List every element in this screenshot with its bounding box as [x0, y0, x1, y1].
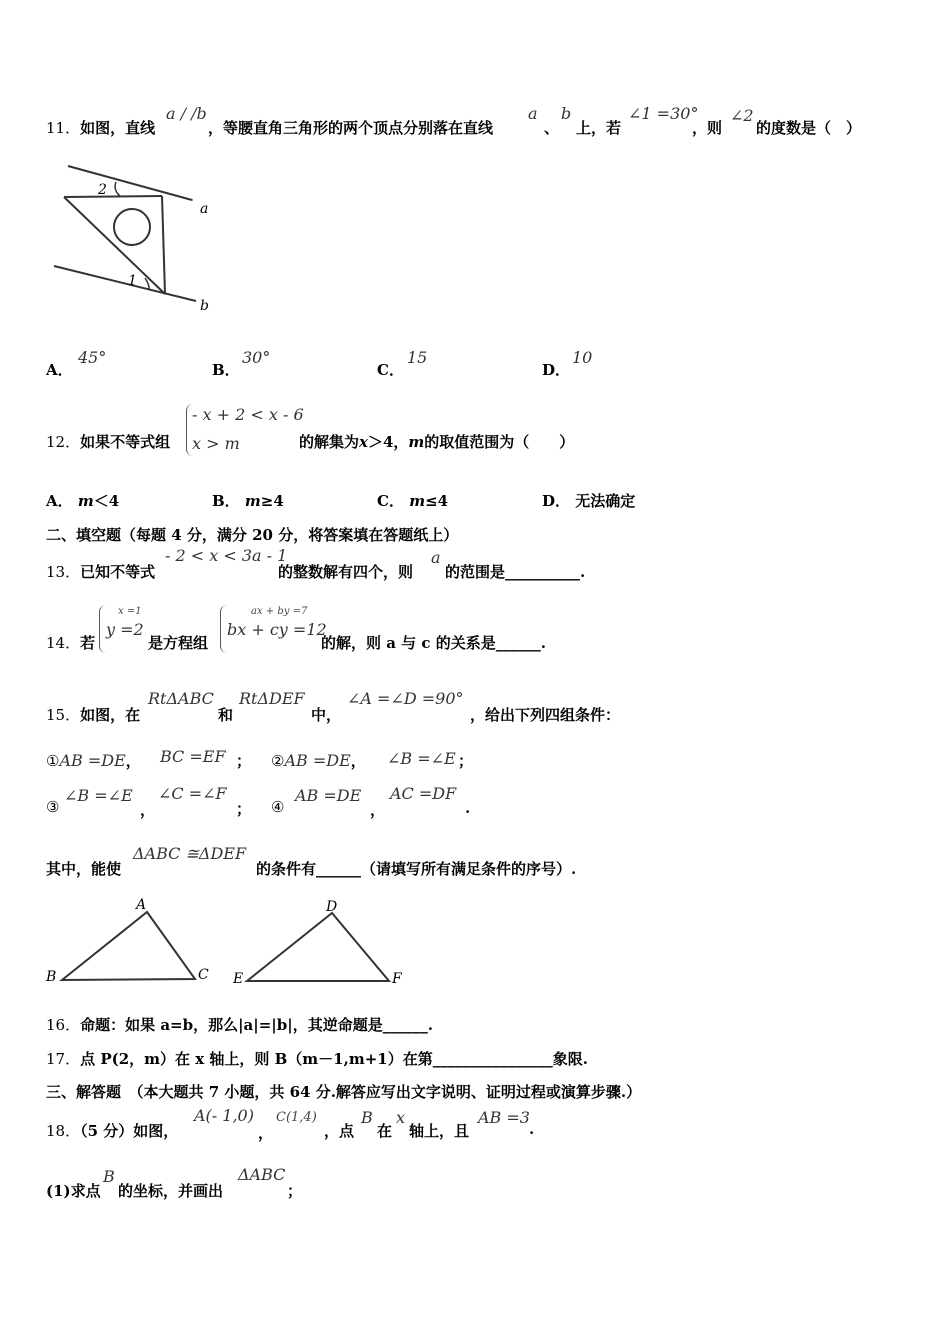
q11-option-d[interactable]: D．	[542, 361, 571, 379]
q13-number: 13．	[46, 563, 81, 581]
q14-brace-system	[220, 605, 227, 653]
q16-line: 16．命题：如果 a=b，那么|a|=|b|，其逆命题是______.	[46, 1016, 433, 1034]
q15-math-rt-abc: RtΔABC	[148, 689, 214, 708]
q14-answer-blank[interactable]: ______	[495, 634, 541, 652]
q11-math-a: a	[528, 104, 538, 123]
q11-figure	[40, 160, 230, 320]
line-b	[54, 266, 196, 301]
q12-system-line2: x > m	[192, 434, 240, 453]
q11-math-parallel: a / /b	[166, 104, 207, 123]
circle-shape	[114, 209, 150, 245]
section-3-heading: 三、解答题 （本大题共 7 小题，共 64 分.解答应写出文字说明、证明过程或演算步骤.）	[46, 1083, 642, 1101]
q18-part1-triangle: ΔABC	[238, 1165, 286, 1184]
q15-condition-1: ①AB =DE，	[46, 751, 141, 770]
q15-text-and: 和	[218, 706, 234, 724]
q13-text-2: 的整数解有四个，则	[278, 563, 414, 581]
q14-system-bottom: bx + cy =12	[227, 620, 327, 639]
q15-condition-4-end: .	[465, 799, 471, 817]
triangle-top	[64, 196, 162, 197]
triangle-abc	[62, 912, 195, 980]
q11-math-angle2: ∠2	[730, 106, 754, 125]
q13-answer-blank[interactable]: __________	[505, 563, 581, 581]
q18-point-c: C(1,4)	[276, 1110, 317, 1125]
q12-option-b[interactable]: B． m≥4	[212, 492, 284, 510]
label-a: a	[200, 201, 209, 217]
label-1: 1	[128, 273, 137, 289]
label-b: b	[200, 298, 209, 314]
q15-condition-4-sep: ，	[370, 801, 386, 819]
q18-part1-text: (1)求点	[46, 1182, 101, 1200]
q18-part1-end: ；	[287, 1182, 303, 1200]
q15-condition-3: ③	[46, 798, 60, 816]
q15-condition-1-end: ；	[236, 752, 252, 770]
q12-option-a[interactable]: A． m＜4	[46, 492, 120, 510]
q13-line: 13．已知不等式	[46, 563, 156, 581]
q12-option-d[interactable]: D． 无法确定	[542, 492, 636, 510]
q18-part1-text-2: 的坐标，并画出	[118, 1182, 224, 1200]
q11-text-5: ，则	[692, 119, 723, 137]
q11-line: 11．如图，直线	[46, 119, 156, 137]
q11-text-2: ，等腰直角三角形的两个顶点分别落在直线	[208, 119, 494, 137]
label-E: E	[233, 971, 244, 987]
q15-condition-1b: BC =EF	[160, 747, 226, 766]
q16-number: 16．	[46, 1016, 81, 1034]
q15-condition-3b: ∠C =∠F	[158, 784, 227, 803]
q15-text-which: 其中，能使	[46, 860, 122, 878]
q11-math-b: b	[561, 104, 572, 123]
q12-number: 12．	[46, 433, 81, 451]
q14-number: 14．	[46, 634, 81, 652]
q18-ab-length: AB =3	[478, 1108, 530, 1127]
q18-var-b: B	[361, 1108, 373, 1127]
q15-condition-2b: ∠B =∠E	[387, 749, 456, 768]
q15-condition-2: ②AB =DE，	[271, 751, 366, 770]
q18-text-2: 在	[377, 1122, 393, 1140]
q15-condition-3a: ∠B =∠E	[64, 786, 133, 805]
q15-condition-3-sep: ，	[140, 801, 156, 819]
q13-var-a: a	[431, 548, 441, 567]
triangle-def	[247, 913, 389, 981]
q17-number: 17．	[46, 1050, 81, 1068]
q15-math-congruent: ΔABC ≅ΔDEF	[133, 844, 247, 863]
q16-answer-blank[interactable]: ______	[382, 1016, 428, 1034]
q18-part1-var-b: B	[103, 1167, 115, 1186]
q15-text-given: ，给出下列四组条件：	[470, 706, 621, 724]
q15-condition-3-end: ；	[236, 800, 252, 818]
q15-math-angles: ∠A =∠D =90°	[347, 689, 464, 708]
q18-end: .	[529, 1120, 535, 1138]
q12-system-line1: - x + 2 < x - 6	[192, 405, 304, 424]
label-D: D	[326, 899, 338, 915]
q15-line: 15．如图，在	[46, 706, 141, 724]
q15-condition-4b: AC =DF	[390, 784, 457, 803]
q18-var-x: x	[396, 1108, 406, 1127]
q11-text-3: 、	[544, 119, 560, 137]
triangle-hyp	[64, 197, 165, 294]
q15-math-rt-def: RtΔDEF	[239, 689, 305, 708]
q11-option-a[interactable]: A．	[46, 361, 73, 379]
q18-point-a: A(- 1,0)	[194, 1106, 254, 1125]
q11-option-c[interactable]: C．	[377, 361, 404, 379]
q12-line: 12．如果不等式组	[46, 433, 171, 451]
q14-solution-bottom: y =2	[106, 620, 144, 639]
q15-condition-2-end: ；	[458, 752, 474, 770]
q11-option-b-value: 30°	[242, 348, 271, 367]
q18-line: 18．（5 分）如图，	[46, 1122, 179, 1140]
q11-option-b[interactable]: B．	[212, 361, 240, 379]
label-F: F	[392, 971, 402, 987]
q11-text-4: 上，若	[576, 119, 622, 137]
q15-text-answer: 的条件有______（请填写所有满足条件的序号）.	[256, 860, 577, 878]
q11-number: 11．	[46, 119, 81, 137]
q17-answer-blank[interactable]: ________________	[432, 1050, 553, 1068]
q15-condition-4a: AB =DE	[295, 786, 362, 805]
q13-text-3: 的范围是__________.	[445, 563, 586, 581]
q11-option-c-value: 15	[407, 348, 428, 367]
q13-inequality: - 2 < x < 3a - 1	[165, 546, 288, 565]
triangle-side	[162, 196, 165, 294]
q14-solution-top: x =1	[118, 606, 142, 617]
q18-number: 18．	[46, 1122, 81, 1140]
label-C: C	[198, 967, 209, 983]
q18-text-3: 轴上，且	[409, 1122, 470, 1140]
q14-text-2: 是方程组	[148, 634, 209, 652]
q11-math-angle1: ∠1 =30°	[628, 104, 699, 123]
q11-option-a-value: 45°	[78, 348, 107, 367]
q15-condition-4: ④	[271, 798, 285, 816]
q12-text-2: 的解集为x＞4，m的取值范围为（ ）	[299, 433, 575, 451]
q11-text-6: 的度数是（ ）	[756, 119, 862, 137]
label-B: B	[46, 969, 57, 985]
q14-system-top: ax + by =7	[251, 606, 308, 617]
q17-line: 17．点 P(2，m）在 x 轴上，则 B（m－1,m+1）在第________________象限.	[46, 1050, 588, 1068]
q15-figure	[40, 895, 420, 995]
q18-sep: ，	[258, 1124, 274, 1142]
label-A: A	[136, 897, 147, 913]
label-2: 2	[98, 182, 107, 198]
q18-text-1: ，点	[324, 1122, 355, 1140]
q11-option-d-value: 10	[572, 348, 593, 367]
q12-option-c[interactable]: C． m≤4	[377, 492, 449, 510]
q14-brace-solution	[99, 605, 106, 653]
q15-text-in: 中，	[311, 706, 342, 724]
q15-number: 15．	[46, 706, 81, 724]
q14-line: 14．若	[46, 634, 96, 652]
q14-text-3: 的解，则 a 与 c 的关系是______.	[321, 634, 546, 652]
line-a	[68, 166, 192, 200]
section-2-heading: 二、填空题（每题 4 分，满分 20 分，将答案填在答题纸上）	[46, 526, 459, 544]
q15-answer-blank[interactable]: ______	[316, 860, 362, 878]
